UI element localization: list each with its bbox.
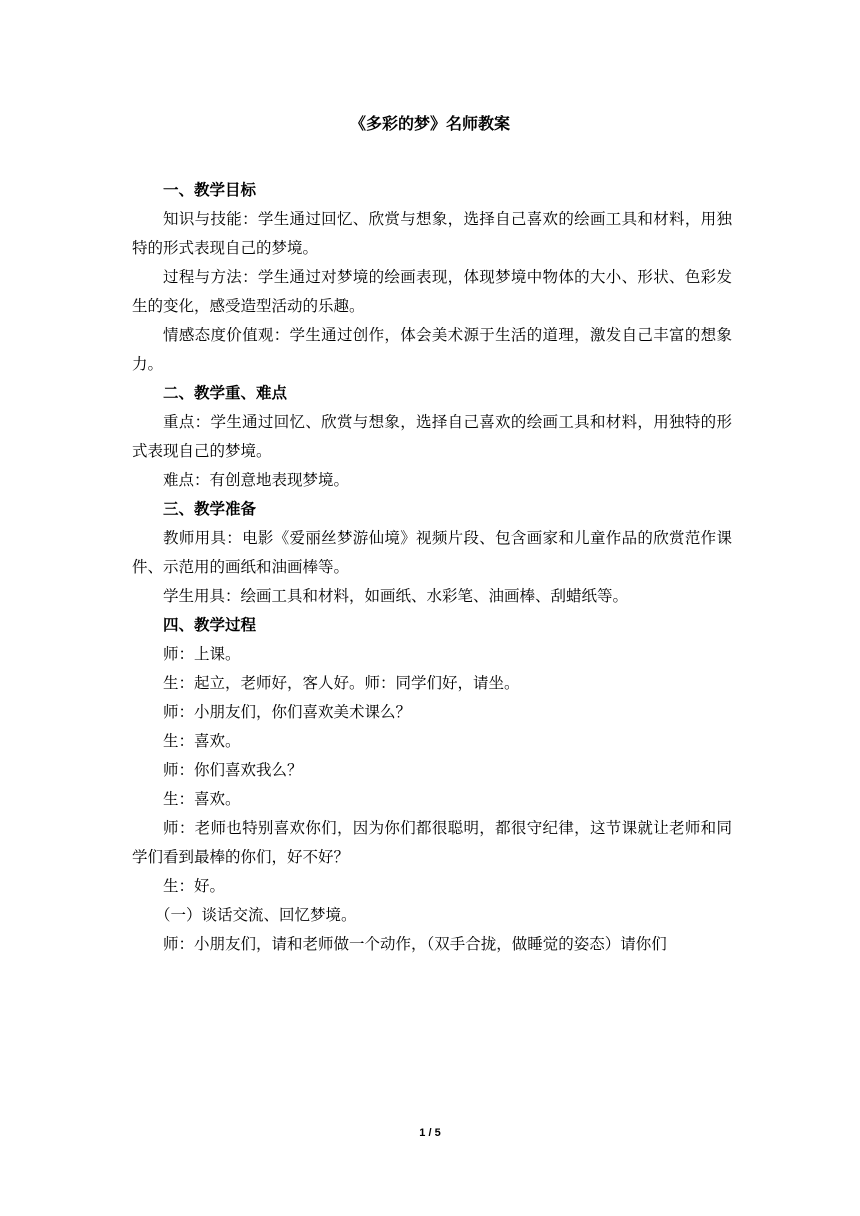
paragraph-process-method: 过程与方法：学生通过对梦境的绘画表现，体现梦境中物体的大小、形状、色彩发生的变化，感受造型活动的乐趣。 [132,268,732,315]
dialogue-line: 生：喜欢。 [163,790,241,808]
page-number: 1 / 5 [419,1127,441,1139]
dialogue-line: 生：好。 [163,877,226,895]
document-title: 《多彩的梦》名师教案 [349,114,510,133]
paragraph-teacher-materials: 教师用具：电影《爱丽丝梦游仙境》视频片段、包含画家和儿童作品的欣赏范作课件、示范用的画纸和油画棒等。 [132,529,732,576]
section-heading-objectives: 一、教学目标 [163,181,257,199]
section-heading-key-points: 二、教学重、难点 [163,384,288,402]
document-body [132,176,732,959]
subsection-heading-talk: （一）谈话交流、回忆梦境。 [155,906,357,924]
section-heading-process: 四、教学过程 [163,616,257,634]
paragraph-key-point: 重点：学生通过回忆、欣赏与想象，选择自己喜欢的绘画工具和材料，用独特的形式表现自己的梦境。 [132,413,732,460]
dialogue-line: 生：起立，老师好，客人好。师：同学们好，请坐。 [163,674,520,692]
paragraph-student-materials: 学生用具：绘画工具和材料，如画纸、水彩笔、油画棒、刮蜡纸等。 [163,587,629,605]
dialogue-line: 师：小朋友们，请和老师做一个动作，（双手合拢，做睡觉的姿态）请你们 [163,935,667,953]
paragraph-knowledge-skills: 知识与技能：学生通过回忆、欣赏与想象，选择自己喜欢的绘画工具和材料，用独特的形式表现自己的梦境。 [132,210,732,257]
paragraph-emotion-values: 情感态度价值观：学生通过创作，体会美术源于生活的道理，激发自己丰富的想象力。 [132,326,732,373]
dialogue-line: 师：你们喜欢我么？ [163,761,303,779]
dialogue-line: 生：喜欢。 [163,732,241,750]
dialogue-line: 师：老师也特别喜欢你们，因为你们都很聪明，都很守纪律，这节课就让老师和同学们看到最棒的你们，好不好？ [132,819,732,866]
dialogue-line: 师：上课。 [163,645,241,663]
section-heading-preparation: 三、教学准备 [163,500,257,518]
paragraph-difficulty: 难点：有创意地表现梦境。 [163,471,350,489]
dialogue-line: 师：小朋友们，你们喜欢美术课么？ [163,703,412,721]
